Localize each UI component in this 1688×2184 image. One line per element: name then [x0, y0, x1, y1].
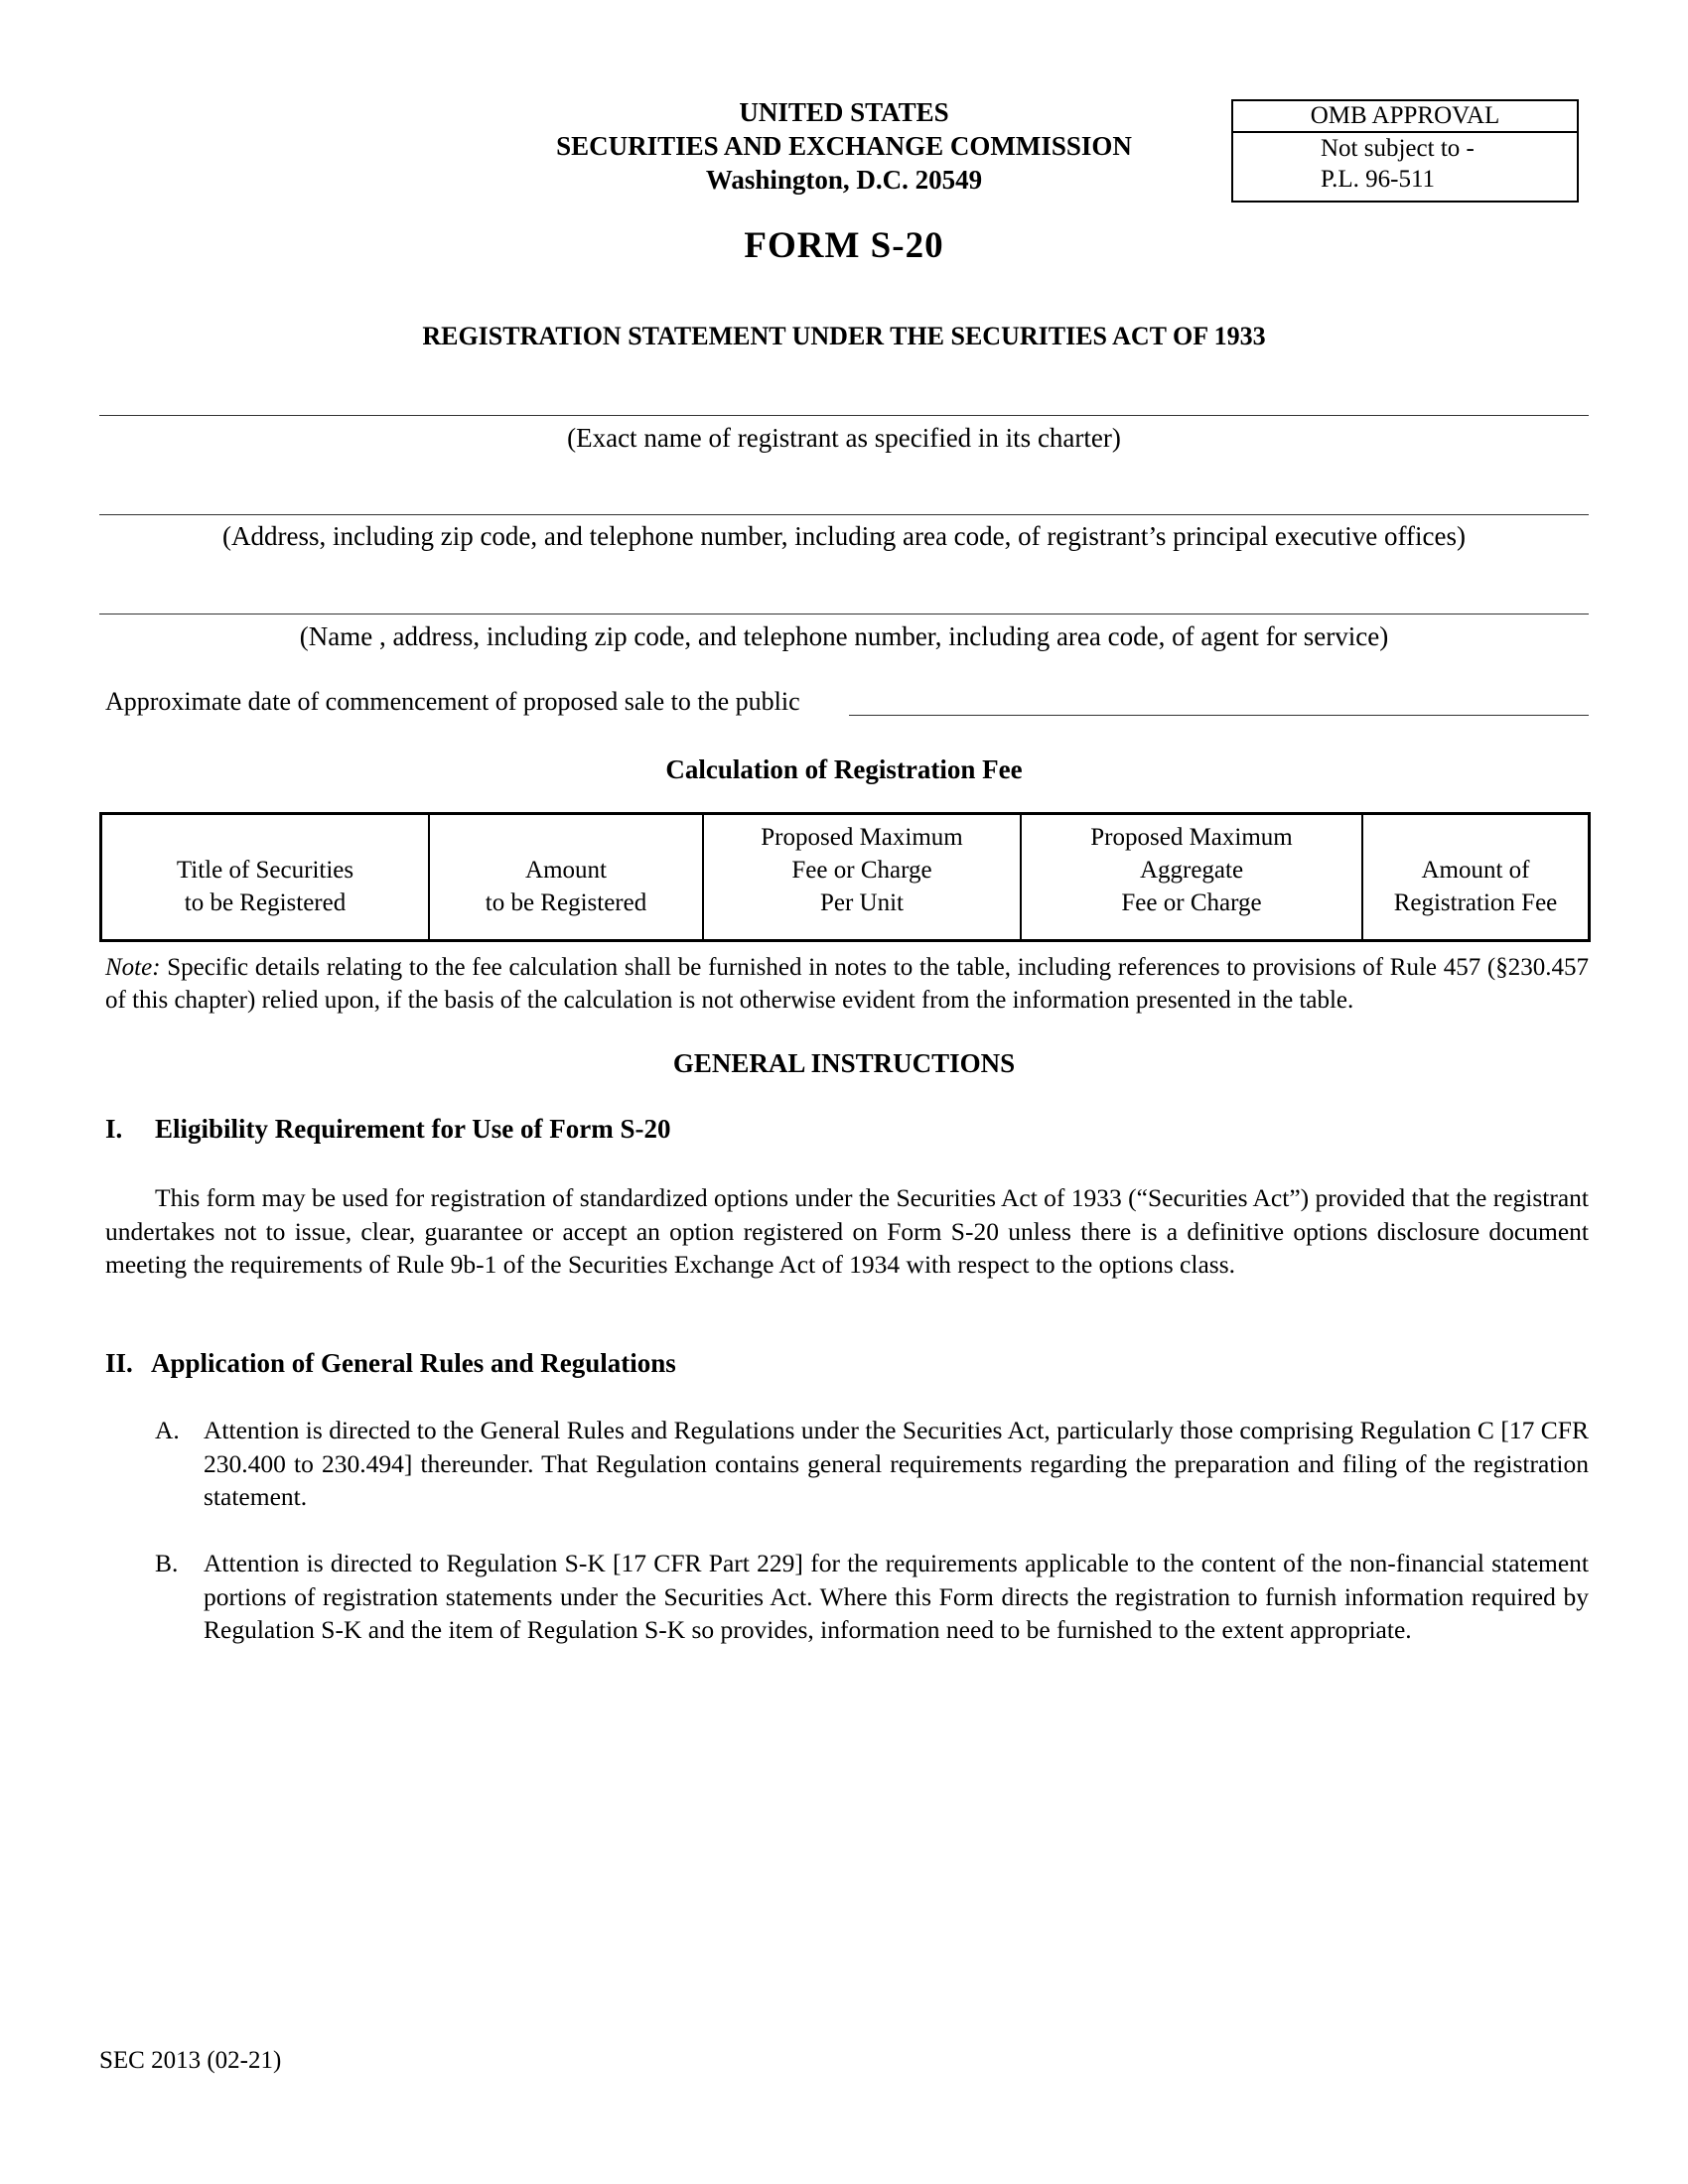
- note-text: Specific details relating to the fee calculation shall be furnished in notes to the table, including references to provisions of Rule 457 (§230.457 of this chapter) relied upon, if the basis of the calculation is not otherwise evident from the information presented in the table.: [105, 954, 1589, 1014]
- note-label: Note:: [105, 954, 161, 981]
- header-agency: SECURITIES AND EXCHANGE COMMISSION: [556, 131, 1132, 161]
- header-country: UNITED STATES: [739, 97, 949, 127]
- fee-table-header-row: [101, 814, 1590, 941]
- section-1-title: Eligibility Requirement for Use of Form S-20: [155, 1114, 671, 1144]
- fee-col-amount: Amount to be Registered: [429, 814, 703, 941]
- section-1-body: This form may be used for registration of standardized options under the Securities Act of 1933 (“Securities Act”) provided that the registrant undertakes not to issue, clear, guarantee or accept an option registered on Form S-20 unless there is a definitive options disclosure document meeting the requirements of Rule 9b-1 of the Securities Exchange Act of 1934 with respect to the options class.: [105, 1183, 1589, 1279]
- header-location: Washington, D.C. 20549: [705, 165, 983, 195]
- agency-header: [467, 95, 1221, 197]
- item-a-letter: A.: [155, 1416, 180, 1444]
- form-title: FORM S-20: [744, 225, 944, 266]
- fee-col-per-unit: Proposed Maximum Fee or Charge Per Unit: [703, 814, 1021, 941]
- general-instructions-heading: GENERAL INSTRUCTIONS: [672, 1048, 1016, 1078]
- form-footer-code: SEC 2013 (02-21): [99, 2047, 282, 2074]
- section-2-title: Application of General Rules and Regulations: [151, 1348, 676, 1378]
- approx-date-field[interactable]: [849, 715, 1589, 716]
- registration-fee-table: [99, 812, 1591, 942]
- registrant-name-field[interactable]: [99, 415, 1589, 416]
- agent-caption: (Name , address, including zip code, and telephone number, including area code, of agent for service): [299, 621, 1389, 651]
- fee-col-title: Title of Securities to be Registered: [101, 814, 430, 941]
- omb-title: OMB APPROVAL: [1233, 101, 1577, 133]
- omb-line-2: P.L. 96-511: [1321, 166, 1436, 193]
- omb-line-1: Not subject to -: [1321, 135, 1475, 162]
- address-caption: (Address, including zip code, and telephone number, including area code, of registrant’s principal executive offices): [222, 521, 1466, 551]
- form-subtitle: REGISTRATION STATEMENT UNDER THE SECURITIES ACT OF 1933: [422, 322, 1266, 350]
- fee-col-aggregate: Proposed Maximum Aggregate Fee or Charge: [1021, 814, 1362, 941]
- fee-note: [105, 951, 1589, 1017]
- omb-approval-box: [1231, 99, 1579, 203]
- address-field[interactable]: [99, 514, 1589, 515]
- fee-col-registration-fee: Amount of Registration Fee: [1362, 814, 1590, 941]
- item-b-body: Attention is directed to Regulation S-K [17 CFR Part 229] for the requirements applicable to the content of the non-financial statement portions of registration statements under the Securities Act. Where this Form directs the registration to furnish information required by Regulation S-K and the item of Regulation S-K so provides, information need to be furnished to the extent appropriate.: [204, 1549, 1589, 1644]
- section-2-number: II.: [105, 1348, 133, 1378]
- item-a-body: Attention is directed to the General Rules and Regulations under the Securities Act, particularly those comprising Regulation C [17 CFR 230.400 to 230.494] thereunder. That Regulation contains general requirements regarding the preparation and filing of the registration statement.: [204, 1416, 1589, 1511]
- item-b-letter: B.: [155, 1549, 179, 1577]
- approx-date-label: Approximate date of commencement of proposed sale to the public: [105, 687, 800, 716]
- section-1-number: I.: [105, 1114, 123, 1144]
- calc-fee-title: Calculation of Registration Fee: [665, 754, 1023, 784]
- registrant-name-caption: (Exact name of registrant as specified in its charter): [567, 423, 1121, 453]
